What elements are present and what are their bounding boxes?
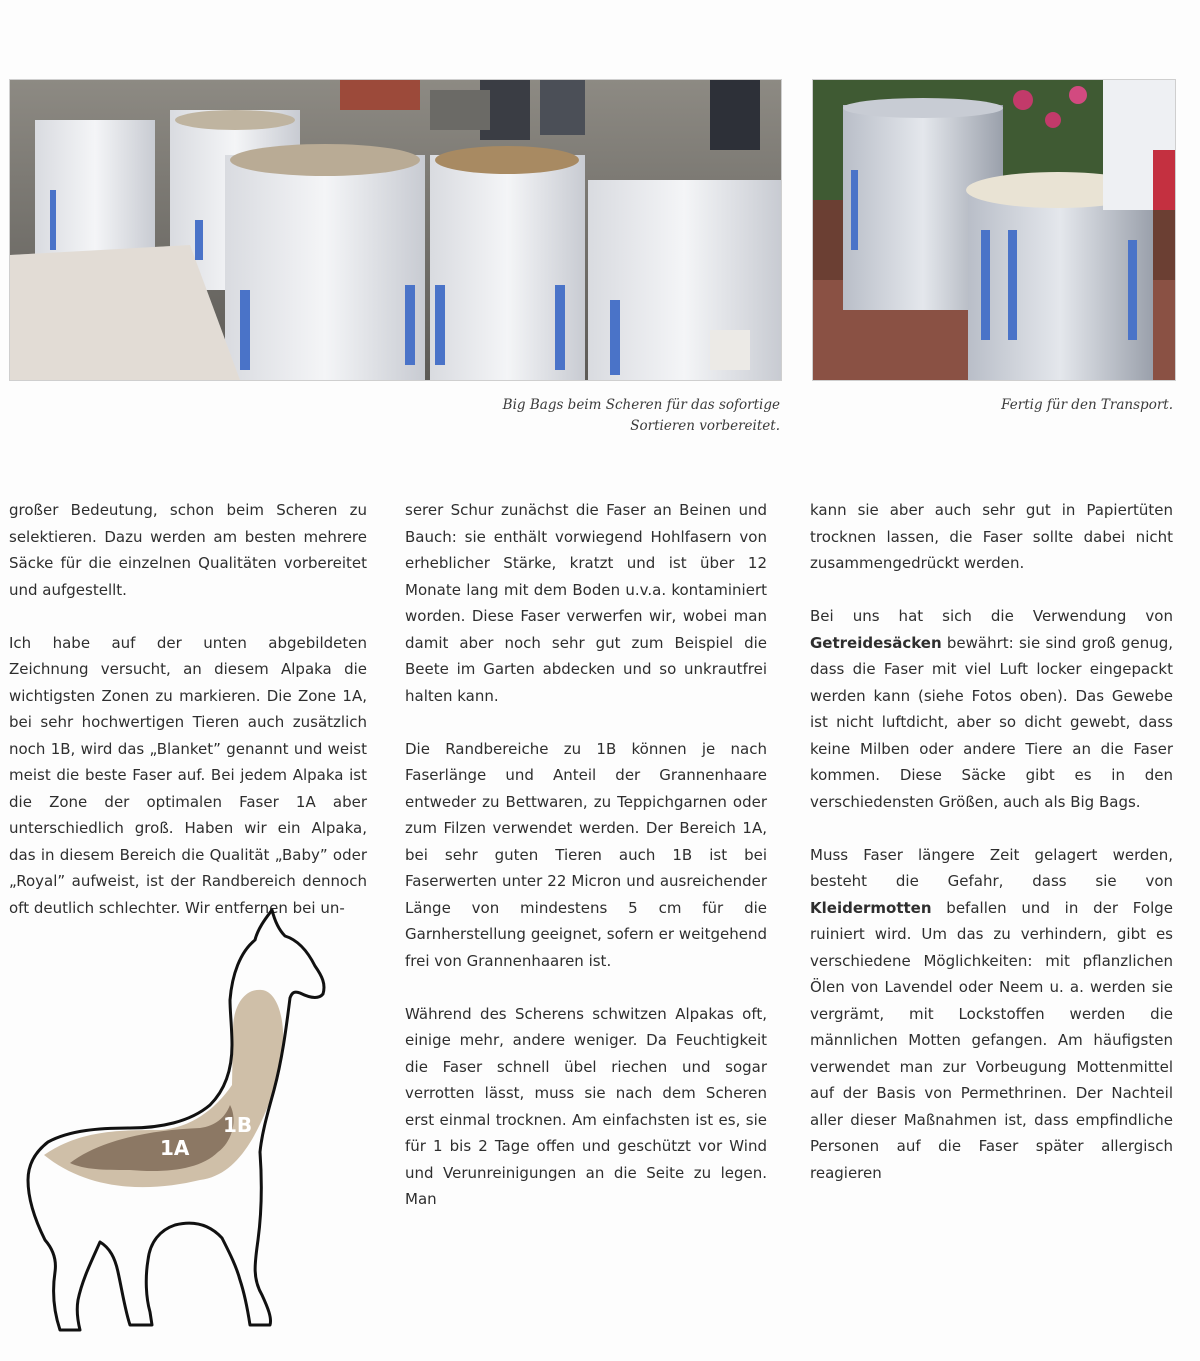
col2-paragraph-3: Während des Scherens schwitzen Alpakas oft, einige mehr, andere weniger. Da Feuchtigkeit die Faser schnell übel riechen und sogar verrotten lässt, muss sie nach dem Scheren erst einmal trocknen. Am einfachsten ist es, sie für 1 bis 2 Tage offen und geschützt vor Wind und Verunreinigungen an die Seite zu legen. Man (405, 1004, 767, 1208)
col2-paragraph-1: serer Schur zunächst die Faser an Beinen und Bauch: sie enthält vorwiegend Hohlfasern von erheblicher Stärke, kratzt und ist über 12 Monate lang mit dem Boden u.v.a. kontaminiert worden. Diese Faser verwerfen wir, wobei man damit aber noch sehr gut zum Beispiel die Beete im Garten abdecken und so unkrautfrei halten kann. (405, 501, 767, 705)
caption-right-text: Fertig für den Transport. (1001, 397, 1173, 413)
transport-bags-photo-illustration (813, 80, 1175, 380)
caption-left-line-2: Sortieren vorbereitet. (630, 418, 780, 434)
alpaca-outline (28, 910, 324, 1330)
text-column-3 (810, 497, 1173, 1213)
caption-transport (900, 395, 1173, 416)
photo-bags-ready-transport (812, 79, 1176, 381)
col1-paragraph-1: großer Bedeutung, schon beim Scheren zu selektieren. Dazu werden am besten mehrere Säcke für die einzelnen Qualitäten vorbereitet und aufgestellt. (9, 501, 367, 599)
col1-paragraph-2: Ich habe auf der unten abgebildeten Zeichnung versucht, an diesem Alpaka die wichtigsten Zonen zu markieren. Die Zone 1A, bei sehr hochwertigen Tieren auch zusätzlich noch 1B, wird das „Blanket” genannt und weist meist die beste Faser auf. Bei jedem Alpaka ist die Zone der optimalen Faser 1A aber unterschiedlich groß. Haben wir ein Alpaka, das in diesem Bereich die Qualität „Baby” oder „Royal” aufweist, ist der Randbereich dennoch oft deutlich schlechter. Wir entfernen bei un- (9, 633, 367, 917)
alpaca-fleece-zone-diagram (0, 880, 390, 1361)
col3-paragraph-1: kann sie aber auch sehr gut in Papiertüten trocknen lassen, die Faser sollte dabei nicht zusammengedrückt werden. (810, 501, 1173, 572)
term-getreidesaecken: Getreidesäcken (810, 633, 942, 652)
big-bags-photo-illustration (10, 80, 781, 380)
col2-paragraph-2: Die Randbereiche zu 1B können je nach Faserlänge und Anteil der Grannenhaare entweder zu Bettwaren, zu Teppichgarnen oder zum Filzen verwendet werden. Der Bereich 1A, bei sehr guten Tieren auch 1B ist bei Faserwerten unter 22 Micron und ausreichender Länge von mindestens 5 cm für die Garnherstellung geeignet, sofern er weitgehend frei von Grannenhaaren ist. (405, 739, 767, 970)
zone-1a-label: 1A (160, 1136, 190, 1160)
col3-p2-text-a: Bei uns hat sich die Verwendung von (810, 607, 1173, 625)
alpaca-drawing (0, 880, 390, 1361)
text-column-2 (405, 497, 767, 1239)
caption-left-line-1: Big Bags beim Scheren für das sofortige (502, 397, 780, 413)
col3-p3-text-a: Muss Faser längere Zeit gelagert werden, besteht die Gefahr, dass sie von (810, 845, 1173, 890)
col3-p2-text-b: bewährt: sie sind groß genug, dass die Faser mit viel Luft locker eingepackt werden kann (siehe Fotos oben). Das Gewebe ist nicht luftdicht, aber so dicht gewebt, dass keine Milben oder andere Tiere an die Faser kommen. Diese Säcke gibt es in den verschiedensten Größen, auch als Big Bags. (810, 633, 1173, 811)
term-kleidermotten: Kleidermotten (810, 898, 932, 917)
col3-p3-text-b: befallen und in der Folge ruiniert wird. Um das zu verhindern, gibt es verschiedene Möglichkeiten: mit pflanzlichen Ölen von Lavendel oder Neem u. a. werden sie vergrämt, mit Lockstoffen werden die männlichen Motten gefangen. Am häufigsten verwendet man zur Vorbeugung Mottenmittel auf der Basis von Permethrinen. Der Nachteil aller dieser Maßnahmen ist, dass empfindliche Personen auf die Faser später allergisch reagieren (810, 898, 1173, 1182)
zone-1b-label: 1B (223, 1113, 253, 1137)
photo-big-bags-shearing (9, 79, 782, 381)
col3-paragraph-2 (810, 603, 1173, 815)
caption-big-bags (420, 395, 780, 437)
col3-paragraph-3 (810, 842, 1173, 1187)
